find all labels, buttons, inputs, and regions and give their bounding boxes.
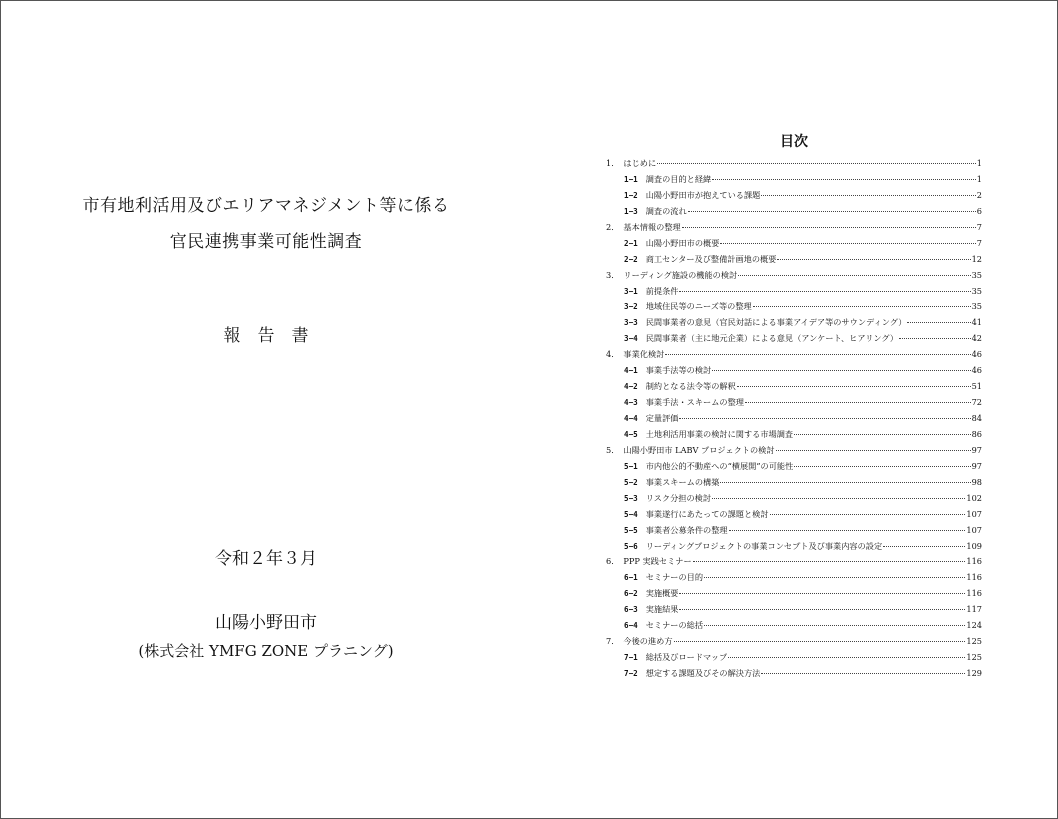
toc-dot-leader <box>745 402 971 403</box>
toc-entry-page: 1 <box>976 158 982 168</box>
toc-subsection-entry <box>606 523 982 539</box>
toc-subsection-entry <box>606 539 982 555</box>
toc-subsection-entry <box>606 650 982 666</box>
toc-dot-leader <box>704 577 965 578</box>
toc-entry-number: 5−1 <box>624 461 638 471</box>
consultant-name: (株式会社 YMFG ZONE プラニング) <box>138 642 394 660</box>
toc-entry-page: 7 <box>976 221 982 232</box>
toc-entry-title: はじめに <box>623 158 657 168</box>
toc-entry-number: 2−1 <box>624 238 638 248</box>
toc-entry-page: 7 <box>976 237 982 248</box>
toc-entry-page: 6 <box>976 205 982 216</box>
toc-entry-number: 4−1 <box>624 366 638 376</box>
toc-entry-number: 5． <box>606 444 620 455</box>
toc-subsection-entry <box>606 331 982 347</box>
toc-entry-page: 125 <box>966 636 982 647</box>
toc-entry-page: 86 <box>971 428 982 439</box>
toc-entry-title: 山陽小野田市が抱えている課題 <box>645 189 761 200</box>
toc-dot-leader <box>688 211 976 212</box>
toc-entry-title: 総括及びロードマップ <box>645 652 728 663</box>
toc-subsection-entry <box>606 570 982 586</box>
toc-subsection-entry <box>606 491 982 507</box>
toc-section-entry <box>606 268 982 284</box>
toc-entry-title: 想定する課題及びその解決方法 <box>645 668 761 678</box>
toc-entry-number: 4−4 <box>624 414 638 423</box>
toc-dot-leader <box>794 434 970 435</box>
organization-name: 山陽小野田市 <box>215 613 317 633</box>
toc-dot-leader <box>679 609 965 610</box>
toc-subsection-entry <box>606 586 982 602</box>
toc-entry-number: 5−4 <box>624 509 638 519</box>
report-date: 令和２年３月 <box>215 549 317 569</box>
toc-entry-number: 4−5 <box>624 429 638 439</box>
toc-entry-number: 3−4 <box>624 334 638 344</box>
toc-entry-page: 109 <box>966 540 982 551</box>
toc-entry-title: 制約となる法令等の解釈 <box>645 381 736 392</box>
toc-entry-page: 117 <box>966 604 982 615</box>
toc-entry-title: 定量評価 <box>645 413 679 423</box>
toc-entry-title: 山陽小野田市の概要 <box>645 237 720 248</box>
toc-entry-number: 6−4 <box>624 621 638 631</box>
toc-entry-page: 125 <box>966 652 982 663</box>
toc-entry-page: 107 <box>966 524 982 535</box>
toc-dot-leader <box>776 450 971 451</box>
toc-dot-leader <box>693 561 966 562</box>
toc-entry-page: 98 <box>971 476 982 487</box>
toc-entry-page: 116 <box>966 556 982 567</box>
toc-entry-page: 12 <box>971 253 982 264</box>
toc-entry-title: セミナーの総括 <box>645 620 704 631</box>
toc-section-entry <box>606 554 982 570</box>
toc-dot-leader <box>899 338 971 339</box>
toc-entry-page: 35 <box>971 285 982 296</box>
toc-subsection-entry <box>606 427 982 443</box>
toc-entry-title: 事業化検討 <box>623 349 665 360</box>
report-title-line-1: 市有地利活用及びエリアマネジメント等に係る <box>82 196 450 216</box>
toc-entry-number: 7． <box>606 636 620 647</box>
toc-entry-title: 民間事業者の意見（官民対話による事業アイデア等のサウンディング） <box>645 317 907 328</box>
toc-section-entry <box>606 347 982 363</box>
toc-entry-number: 6−2 <box>624 589 638 599</box>
toc-subsection-entry <box>606 395 982 411</box>
toc-entry-number: 7−1 <box>624 653 638 663</box>
toc-entry-title: 前提条件 <box>645 285 679 296</box>
toc-dot-leader <box>777 259 970 260</box>
toc-entry-number: 6−1 <box>624 573 638 583</box>
toc-subsection-entry <box>606 204 982 220</box>
toc-heading: 目次 <box>780 134 808 150</box>
toc-subsection-entry <box>606 459 982 475</box>
toc-entry-page: 116 <box>966 572 982 583</box>
toc-entry-page: 35 <box>971 269 982 280</box>
toc-entry-number: 3−2 <box>624 302 638 312</box>
toc-entry-number: 6−3 <box>624 605 638 615</box>
toc-dot-leader <box>737 386 971 387</box>
toc-dot-leader <box>657 163 976 164</box>
toc-entry-page: 102 <box>966 492 982 503</box>
toc-entry-title: 調査の流れ <box>645 205 687 216</box>
toc-section-entry <box>606 156 982 172</box>
toc-dot-leader <box>728 657 965 658</box>
toc-entry-title: 調査の目的と経緯 <box>645 173 712 184</box>
toc-entry-number: 6． <box>606 556 620 567</box>
toc-subsection-entry <box>606 363 982 379</box>
toc-dot-leader <box>712 498 965 499</box>
toc-entry-title: 市内他公的不動産への“横展開”の可能性 <box>645 460 794 471</box>
toc-entry-number: 7−2 <box>624 669 638 678</box>
toc-entry-page: 129 <box>966 668 982 678</box>
toc-entry-page: 42 <box>971 333 982 344</box>
toc-dot-leader <box>679 593 965 594</box>
toc-entry-page: 2 <box>976 189 982 200</box>
toc-dot-leader <box>679 418 970 419</box>
toc-entry-number: 3−1 <box>624 286 638 296</box>
toc-subsection-entry <box>606 284 982 300</box>
toc-dot-leader <box>665 354 970 355</box>
toc-subsection-entry <box>606 379 982 395</box>
toc-dot-leader <box>794 466 970 467</box>
toc-dot-leader <box>907 322 970 323</box>
toc-entry-title: 事業者公募条件の整理 <box>645 524 728 535</box>
toc-subsection-entry <box>606 299 982 315</box>
toc-entry-title: 商工センター及び整備計画地の概要 <box>645 253 777 264</box>
toc-entry-title: リーディングプロジェクトの事業コンセプト及び事業内容の設定 <box>645 540 883 551</box>
toc-subsection-entry <box>606 188 982 204</box>
toc-subsection-entry <box>606 411 982 427</box>
toc-entry-title: 土地利活用事業の検討に関する市場調査 <box>645 428 794 439</box>
toc-dot-leader <box>712 179 976 180</box>
toc-subsection-entry <box>606 315 982 331</box>
toc-entry-page: 35 <box>971 301 982 312</box>
toc-entry-number: 5−6 <box>624 541 638 551</box>
toc-dot-leader <box>761 673 965 674</box>
toc-entry-page: 41 <box>971 317 982 328</box>
toc-dot-leader <box>679 291 970 292</box>
toc-entry-page: 107 <box>966 508 982 519</box>
toc-entry-title: 実施概要 <box>645 588 679 599</box>
toc-entry-number: 2． <box>606 221 620 232</box>
toc-entry-title: 基本情報の整理 <box>623 221 681 232</box>
toc-entry-number: 1． <box>606 158 620 168</box>
toc-entry-page: 46 <box>971 365 982 376</box>
toc-entry-number: 3． <box>606 269 620 280</box>
toc-dot-leader <box>753 306 971 307</box>
toc-entry-title: リスク分担の検討 <box>645 492 712 503</box>
toc-subsection-entry <box>606 602 982 618</box>
toc-dot-leader <box>674 641 966 642</box>
toc-entry-title: 今後の進め方 <box>623 636 673 647</box>
toc-entry-title: 事業遂行にあたっての課題と検討 <box>645 508 769 519</box>
toc-entry-title: PPP 実践セミナー <box>623 556 692 567</box>
toc-dot-leader <box>720 482 970 483</box>
toc-dot-leader <box>761 195 975 196</box>
toc-entry-number: 4． <box>606 349 620 360</box>
toc-entry-page: 97 <box>971 460 982 471</box>
report-title-line-2: 官民連携事業可能性調査 <box>169 232 363 252</box>
toc-entry-page: 97 <box>971 444 982 455</box>
toc-entry-number: 5−3 <box>624 493 638 503</box>
toc-entry-page: 84 <box>971 413 982 423</box>
toc-entry-number: 3−3 <box>624 318 638 328</box>
toc-entry-page: 124 <box>966 620 982 631</box>
toc-entry-title: 事業手法・スキームの整理 <box>645 397 744 408</box>
table-of-contents <box>606 156 982 682</box>
toc-dot-leader <box>712 370 970 371</box>
toc-section-entry <box>606 634 982 650</box>
toc-subsection-entry <box>606 666 982 682</box>
toc-entry-title: 山陽小野田市 LABV プロジェクトの検討 <box>623 444 775 455</box>
toc-dot-leader <box>729 530 966 531</box>
toc-entry-number: 5−2 <box>624 477 638 487</box>
toc-entry-title: セミナーの目的 <box>645 572 704 583</box>
toc-entry-page: 51 <box>971 381 982 392</box>
toc-entry-page: 116 <box>966 588 982 599</box>
report-label: 報 告 書 <box>223 326 309 346</box>
toc-dot-leader <box>883 546 965 547</box>
toc-entry-number: 4−2 <box>624 382 638 392</box>
toc-subsection-entry <box>606 252 982 268</box>
toc-entry-title: 事業スキームの構築 <box>645 476 720 487</box>
toc-entry-number: 1−2 <box>624 190 638 200</box>
cover-page <box>41 1 491 818</box>
toc-entry-number: 1−3 <box>624 206 638 216</box>
toc-dot-leader <box>738 275 970 276</box>
toc-dot-leader <box>682 227 976 228</box>
toc-subsection-entry <box>606 172 982 188</box>
toc-entry-number: 1−1 <box>624 174 638 184</box>
toc-entry-page: 72 <box>971 397 982 408</box>
toc-subsection-entry <box>606 507 982 523</box>
toc-entry-title: 民間事業者（主に地元企業）による意見（アンケート、ヒアリング） <box>645 333 899 344</box>
toc-dot-leader <box>704 625 965 626</box>
toc-section-entry <box>606 220 982 236</box>
toc-subsection-entry <box>606 236 982 252</box>
toc-entry-title: リーディング施設の機能の検討 <box>623 269 738 280</box>
toc-dot-leader <box>720 243 975 244</box>
toc-entry-title: 実施結果 <box>645 604 679 615</box>
toc-section-entry <box>606 443 982 459</box>
toc-entry-number: 4−3 <box>624 398 638 408</box>
toc-entry-page: 46 <box>971 349 982 360</box>
toc-subsection-entry <box>606 475 982 491</box>
toc-entry-number: 5−5 <box>624 525 638 535</box>
toc-subsection-entry <box>606 618 982 634</box>
toc-entry-page: 1 <box>976 173 982 184</box>
toc-entry-number: 2−2 <box>624 254 638 264</box>
toc-dot-leader <box>770 514 966 515</box>
toc-entry-title: 事業手法等の検討 <box>645 365 712 376</box>
toc-entry-title: 地域住民等のニーズ等の整理 <box>645 301 752 312</box>
